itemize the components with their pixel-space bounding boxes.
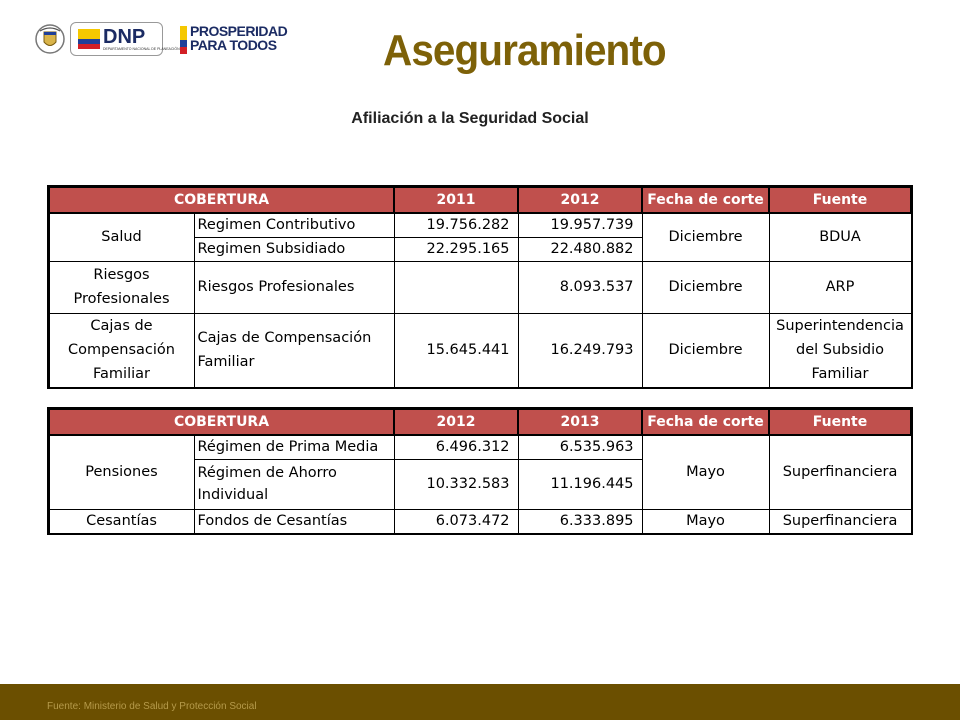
subcategory-cell: Regimen Contributivo xyxy=(194,213,394,237)
table-row xyxy=(49,509,911,533)
category-cell: Salud xyxy=(49,213,194,261)
footer-bar xyxy=(0,684,960,720)
footer-source: Fuente: Ministerio de Salud y Protección Social xyxy=(47,701,257,712)
header-cobertura: COBERTURA xyxy=(49,409,394,435)
table-row xyxy=(49,261,911,313)
value-cell: 6.333.895 xyxy=(518,509,642,533)
fecha-cell: Diciembre xyxy=(642,313,769,387)
table-header-row xyxy=(49,409,911,435)
fuente-cell: Superfinanciera xyxy=(769,509,911,533)
fuente-cell: Superfinanciera xyxy=(769,435,911,509)
value-cell: 10.332.583 xyxy=(394,459,518,509)
coverage-table-2011-2012 xyxy=(48,186,912,388)
value-cell: 6.496.312 xyxy=(394,435,518,459)
dnp-logo-subtext: DEPARTAMENTO NACIONAL DE PLANEACIÓN xyxy=(103,47,180,51)
fuente-cell: BDUA xyxy=(769,213,911,261)
value-cell: 16.249.793 xyxy=(518,313,642,387)
subcategory-cell: Cajas de Compensación Familiar xyxy=(194,313,394,387)
page-title: Aseguramiento xyxy=(383,26,666,75)
header-year-1: 2012 xyxy=(394,409,518,435)
header-year-1: 2011 xyxy=(394,187,518,213)
table-row xyxy=(49,213,911,237)
prosperidad-flag-icon xyxy=(180,26,187,54)
fuente-cell: ARP xyxy=(769,261,911,313)
fuente-cell: Superintendencia del Subsidio Familiar xyxy=(769,313,911,387)
fecha-cell: Mayo xyxy=(642,435,769,509)
page-subtitle: Afiliación a la Seguridad Social xyxy=(351,110,589,127)
prosperidad-logo xyxy=(190,24,287,52)
dnp-logo-text: DNP xyxy=(103,26,146,48)
table-header-row xyxy=(49,187,911,213)
fecha-cell: Mayo xyxy=(642,509,769,533)
value-cell: 6.073.472 xyxy=(394,509,518,533)
value-cell: 22.295.165 xyxy=(394,237,518,261)
subcategory-cell: Régimen de Prima Media xyxy=(194,435,394,459)
subcategory-cell: Fondos de Cesantías xyxy=(194,509,394,533)
value-cell xyxy=(394,261,518,313)
table-row xyxy=(49,313,911,387)
dnp-logo xyxy=(70,22,180,56)
value-cell: 22.480.882 xyxy=(518,237,642,261)
subcategory-cell: Régimen de Ahorro Individual xyxy=(194,459,394,509)
subcategory-cell: Regimen Subsidiado xyxy=(194,237,394,261)
value-cell: 11.196.445 xyxy=(518,459,642,509)
header-fuente: Fuente xyxy=(769,409,911,435)
fecha-cell: Diciembre xyxy=(642,261,769,313)
category-cell: Riesgos Profesionales xyxy=(49,261,194,313)
fecha-cell: Diciembre xyxy=(642,213,769,261)
category-cell: Cajas de Compensación Familiar xyxy=(49,313,194,387)
header-cobertura: COBERTURA xyxy=(49,187,394,213)
header-year-2: 2013 xyxy=(518,409,642,435)
category-cell: Cesantías xyxy=(49,509,194,533)
colombia-flag-icon xyxy=(78,29,100,49)
value-cell: 19.957.739 xyxy=(518,213,642,237)
prosperidad-line2: PARA TODOS xyxy=(190,37,277,53)
category-cell: Pensiones xyxy=(49,435,194,509)
table-row xyxy=(49,435,911,459)
value-cell: 15.645.441 xyxy=(394,313,518,387)
subcategory-cell: Riesgos Profesionales xyxy=(194,261,394,313)
value-cell: 19.756.282 xyxy=(394,213,518,237)
header-year-2: 2012 xyxy=(518,187,642,213)
value-cell: 6.535.963 xyxy=(518,435,642,459)
value-cell: 8.093.537 xyxy=(518,261,642,313)
header-fecha-corte: Fecha de corte xyxy=(642,187,769,213)
colombia-coat-of-arms-icon xyxy=(35,22,65,56)
prosperidad-line1: PROSPERIDAD xyxy=(190,23,288,39)
header-fecha-corte: Fecha de corte xyxy=(642,409,769,435)
header-fuente: Fuente xyxy=(769,187,911,213)
coverage-table-2012-2013 xyxy=(48,408,912,534)
